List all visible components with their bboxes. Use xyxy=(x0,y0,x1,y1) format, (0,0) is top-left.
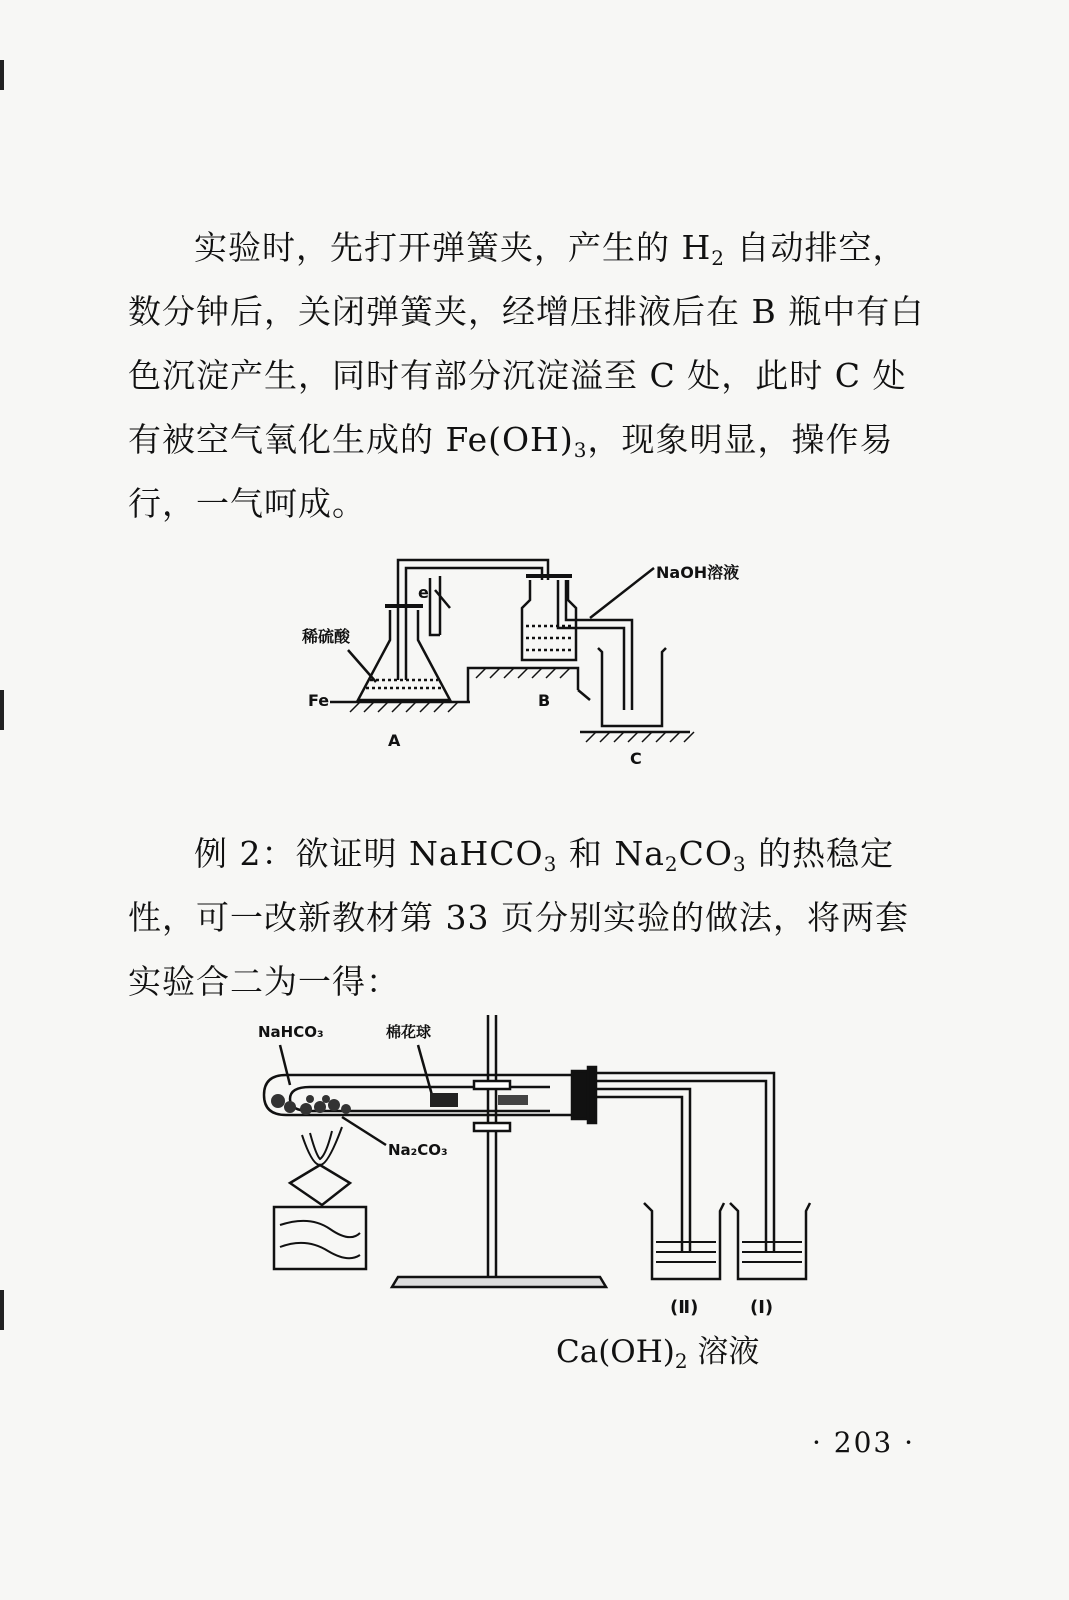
paragraph-1-text-c: ，现象明显，操作易行，一气呵成。 xyxy=(128,420,894,523)
label-fe: Fe xyxy=(308,691,330,710)
label-cotton-ball: 棉花球 xyxy=(386,1023,432,1041)
label-nahco3: NaHCO₃ xyxy=(258,1023,324,1041)
label-dilute-acid: 稀硫酸 xyxy=(302,627,351,646)
subscript: 2 xyxy=(664,852,679,876)
margin-mark xyxy=(0,1290,4,1330)
subscript: 3 xyxy=(543,852,558,876)
margin-mark xyxy=(0,690,4,730)
paragraph-2-text-b: 和 Na xyxy=(557,834,665,873)
figure-2-caption xyxy=(556,1326,759,1371)
label-beaker-1: (Ⅰ) xyxy=(750,1297,774,1318)
label-beaker-2: (Ⅱ) xyxy=(670,1297,699,1318)
label-c: C xyxy=(630,749,642,768)
label-na2co3: Na₂CO₃ xyxy=(388,1141,448,1159)
figure-1-apparatus xyxy=(290,540,740,780)
caption-tail: 溶液 xyxy=(687,1334,760,1370)
label-b: B xyxy=(538,691,551,710)
paragraph-1-text-a: 实验时，先打开弹簧夹，产生的 H xyxy=(194,228,712,267)
subscript: 3 xyxy=(732,852,747,876)
subscript: 3 xyxy=(573,438,588,462)
subscript: 2 xyxy=(674,1349,688,1373)
page-number: · 203 · xyxy=(812,1426,916,1459)
paragraph-2-text-c: CO xyxy=(678,834,733,873)
label-naoh-solution: NaOH溶液 xyxy=(656,563,740,582)
figure-2-apparatus xyxy=(250,1015,820,1325)
margin-mark xyxy=(0,60,4,90)
paragraph-2-text-a: 例 2：欲证明 NaHCO xyxy=(194,834,544,873)
paragraph-2 xyxy=(128,822,936,1014)
paragraph-1 xyxy=(128,216,936,536)
paragraph-1-text-b: 自动排空，数分钟后，关闭弹簧夹，经增压排液后在 B 瓶中有白色沉淀产生，同时有部分沉淀溢至 C 处，此时 C 处有被空气氧化生成的 Fe(OH) xyxy=(128,228,925,459)
subscript: 2 xyxy=(711,246,726,270)
caption-text: Ca(OH) xyxy=(556,1334,675,1370)
paragraph-2-text-d: 的热稳定性，可一改新教材第 33 页分别实验的做法，将两套实验合二为一得： xyxy=(128,834,909,1001)
label-a: A xyxy=(388,731,401,750)
label-clamp-e: e xyxy=(418,583,429,602)
